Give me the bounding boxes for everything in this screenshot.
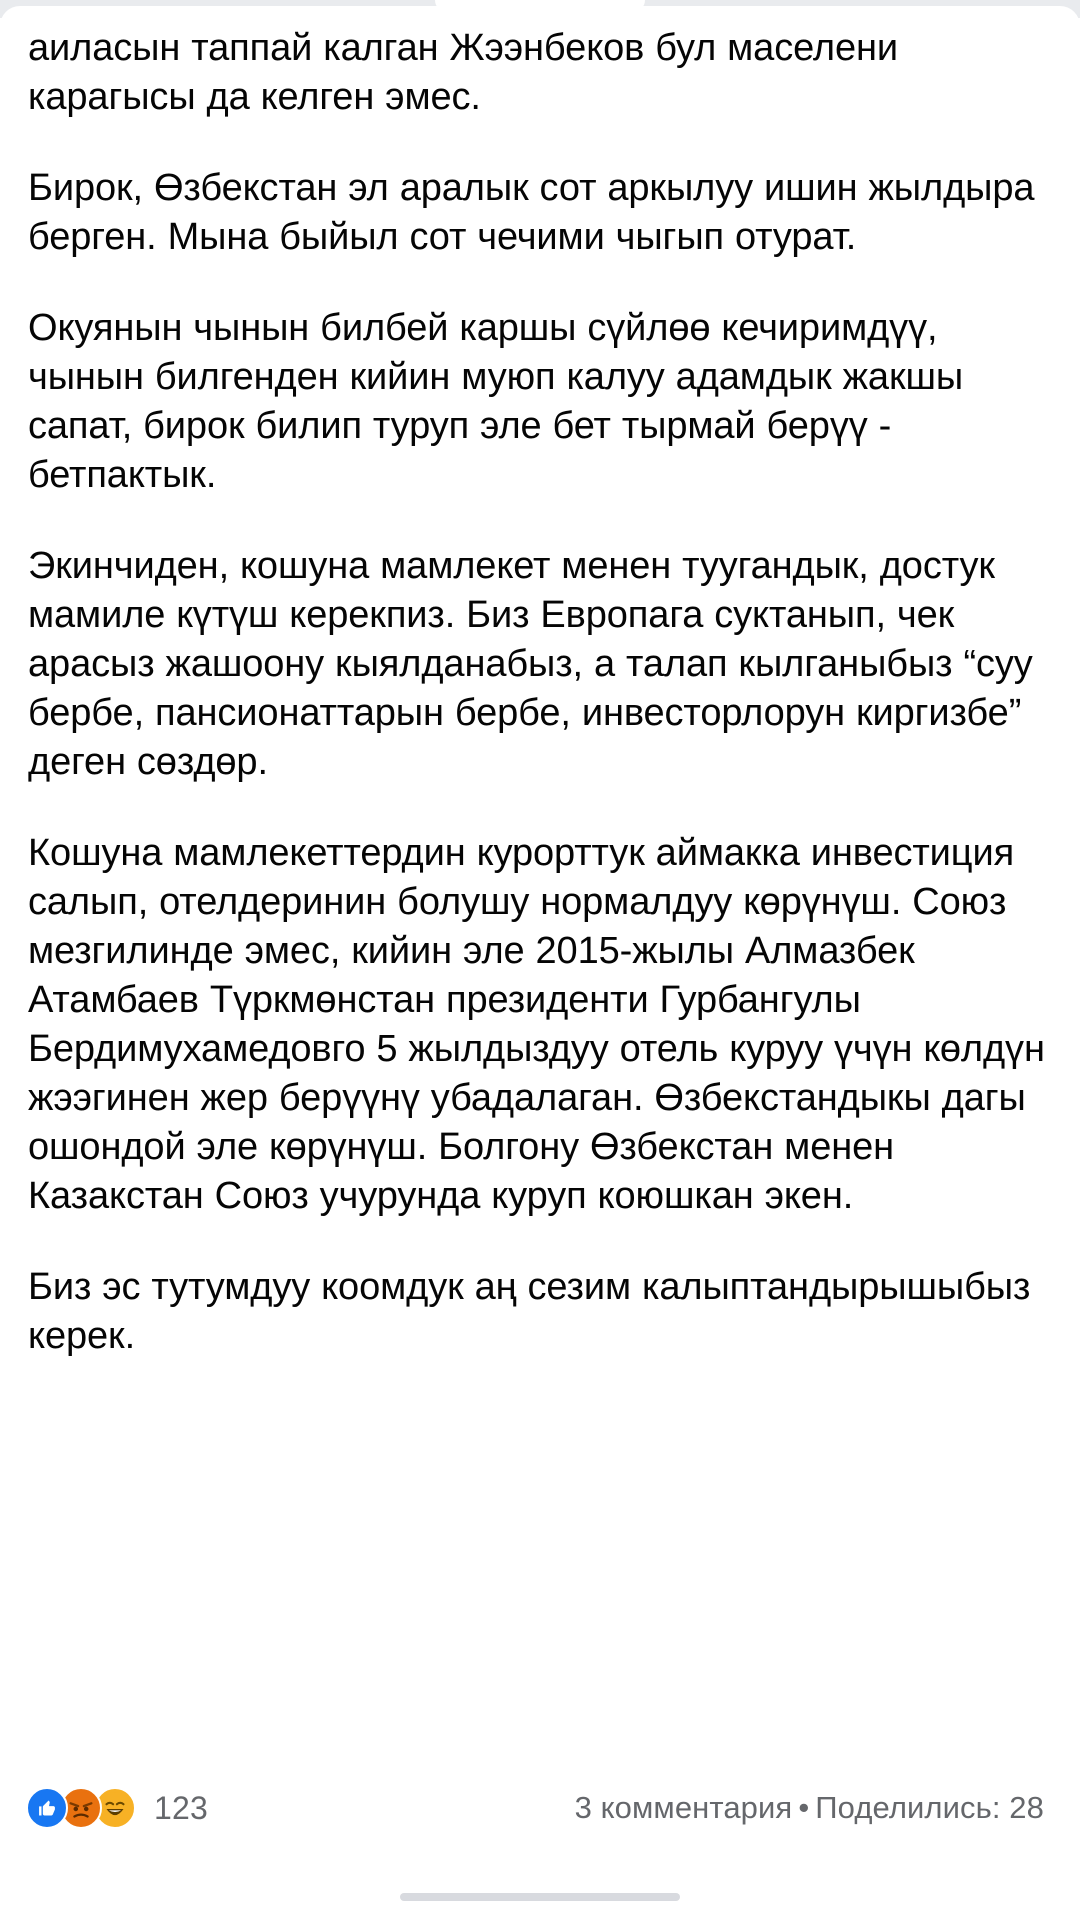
home-indicator bbox=[400, 1893, 680, 1901]
comments-shares-summary[interactable] bbox=[575, 1790, 1054, 1826]
reaction-count-label: 123 bbox=[154, 1789, 208, 1826]
like-reaction-icon bbox=[26, 1787, 68, 1829]
reactions-summary[interactable] bbox=[26, 1787, 208, 1829]
separator-dot: • bbox=[798, 1790, 810, 1825]
post-paragraph: Экинчиден, кошуна мамлекет менен туугандык, достук мамиле күтүш керекпиз. Биз Европага суктанып, чек арасыз жашоону кыялданабыз, а талап кылганыбыз “суу бербе, пансионаттарын бербе, инвесторлорун киргизбе” деген сөздөр. bbox=[28, 545, 1033, 784]
post-paragraph: Кошуна мамлекеттердин курорттук аймакка инвестиция салып, отелдеринин болушу нормалдуу көрүнүш. Союз мезгилинде эмес, кийин эле 2015-жылы Алмазбек Атамбаев Түркмөнстан президенти Гурбангулы Бердимухамедовго 5 жылдыздуу отель куруу үчүн көлдүн жээгинен жер берүүнү убадалаган. Өзбекстандыкы дагы ошондой эле көрүнүш. Болгону Өзбекстан менен Казакстан Союз учурунда куруп коюшкан экен. bbox=[28, 832, 1045, 1218]
post-footer bbox=[0, 1753, 1080, 1863]
comment-count-label[interactable]: 3 комментария bbox=[574, 1790, 793, 1825]
share-count-label[interactable]: Поделились: 28 bbox=[815, 1790, 1044, 1825]
status-notch bbox=[435, 0, 645, 12]
post-paragraph: Бирок, Өзбекстан эл аралык сот аркылуу ишин жылдыра берген. Мына быйыл сот чечими чыгып отурат. bbox=[28, 167, 1035, 259]
reaction-icon-group[interactable] bbox=[26, 1787, 136, 1829]
sheet-top-edge bbox=[0, 0, 1080, 18]
home-indicator-area bbox=[0, 1863, 1080, 1919]
post-paragraph: аиласын таппай калган Жээнбеков бул маселени карагысы да келген эмес. bbox=[28, 27, 899, 119]
post-paragraph: Биз эс тутумдуу коомдук аң сезим калыптандырышыбыз керек. bbox=[28, 1266, 1031, 1358]
post-text-body[interactable] bbox=[0, 18, 1080, 1753]
post-paragraph: Окуянын чынын билбей каршы сүйлөө кечиримдүү, чынын билгенден кийин муюп калуу адамдык жакшы сапат, бирок билип туруп эле бет тырмай берүү - бетпактык. bbox=[28, 307, 964, 497]
